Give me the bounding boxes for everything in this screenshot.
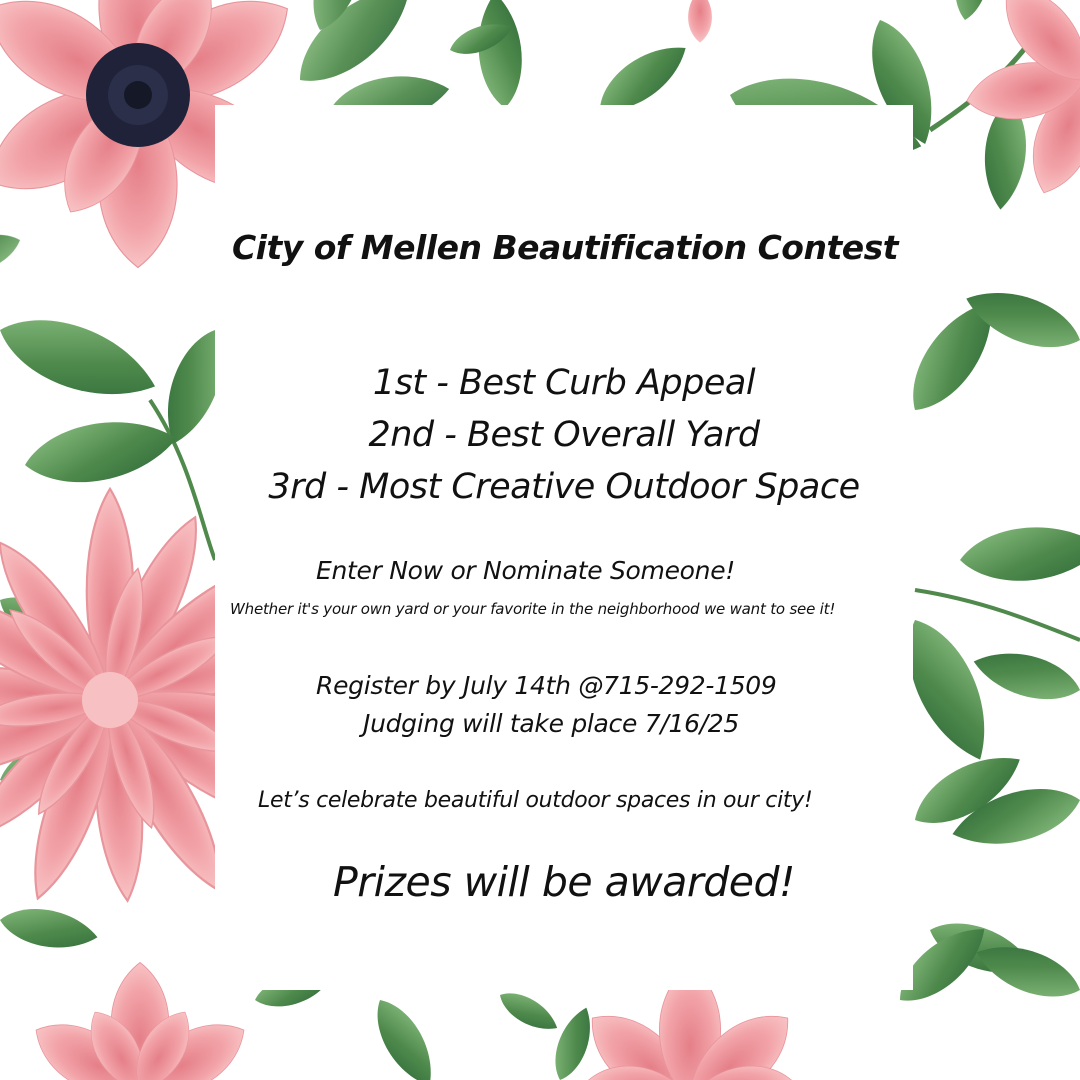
prize-first-place: 1st - Best Curb Appeal: [372, 363, 756, 403]
pink-petal-top-edge: [688, 0, 712, 43]
enter-heading: Enter Now or Nominate Someone!: [316, 556, 735, 585]
enter-subtext: Whether it's your own yard or your favorite in the neighborhood we want to see it!: [230, 600, 836, 618]
prize-third-place: 3rd - Most Creative Outdoor Space: [268, 467, 860, 507]
leaf-cluster-right: [889, 278, 1080, 1009]
poster-title: City of Mellen Beautification Contest: [231, 228, 899, 267]
prizes-awarded-banner: Prizes will be awarded!: [333, 858, 795, 906]
judging-date: Judging will take place 7/16/25: [363, 709, 740, 738]
celebrate-message: Let’s celebrate beautiful outdoor spaces in our city!: [258, 788, 813, 813]
prize-second-place: 2nd - Best Overall Yard: [368, 415, 760, 455]
register-info: Register by July 14th @715-292-1509: [316, 671, 777, 700]
